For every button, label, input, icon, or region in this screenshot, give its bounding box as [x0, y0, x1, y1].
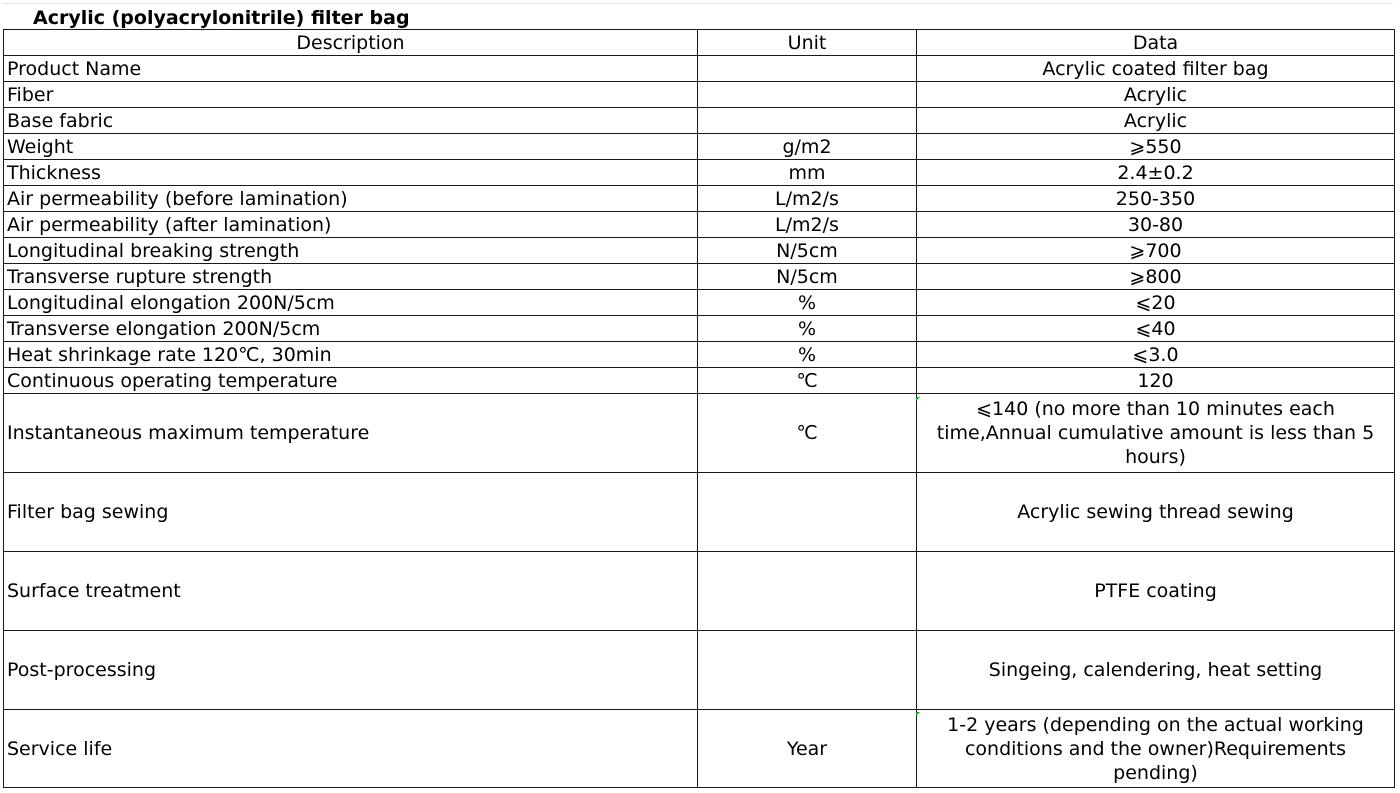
table-row — [4, 108, 1395, 134]
table-row — [4, 212, 1395, 238]
table-row — [4, 186, 1395, 212]
row-unit[interactable] — [698, 56, 917, 82]
row-description[interactable]: Filter bag sewing — [4, 473, 698, 552]
row-data[interactable]: Acrylic — [917, 82, 1395, 108]
row-data[interactable]: ⩾700 — [917, 238, 1395, 264]
row-unit[interactable] — [698, 631, 917, 710]
row-data[interactable]: Acrylic — [917, 108, 1395, 134]
row-description[interactable]: Longitudinal breaking strength — [4, 238, 698, 264]
row-unit[interactable]: L/m2/s — [698, 212, 917, 238]
row-description[interactable]: Transverse rupture strength — [4, 264, 698, 290]
row-unit[interactable]: ℃ — [698, 394, 917, 473]
table-row — [4, 710, 1395, 788]
row-description[interactable]: Fiber — [4, 82, 698, 108]
table-row — [4, 264, 1395, 290]
row-unit[interactable]: N/5cm — [698, 264, 917, 290]
row-description[interactable]: Weight — [4, 134, 698, 160]
table-row — [4, 342, 1395, 368]
row-unit[interactable]: ℃ — [698, 368, 917, 394]
row-data[interactable]: ⩽40 — [917, 316, 1395, 342]
row-description[interactable]: Base fabric — [4, 108, 698, 134]
row-data[interactable]: PTFE coating — [917, 552, 1395, 631]
row-description[interactable]: Air permeability (after lamination) — [4, 212, 698, 238]
row-unit[interactable]: Year — [698, 710, 917, 788]
row-data[interactable]: ⩾550 — [917, 134, 1395, 160]
header-row — [4, 30, 1395, 56]
row-unit[interactable] — [698, 473, 917, 552]
row-description[interactable]: Continuous operating temperature — [4, 368, 698, 394]
row-data[interactable]: 2.4±0.2 — [917, 160, 1395, 186]
row-unit[interactable]: % — [698, 316, 917, 342]
title-row — [3, 3, 1393, 29]
spec-table — [3, 29, 1395, 788]
row-data[interactable]: ⩽20 — [917, 290, 1395, 316]
table-row — [4, 394, 1395, 473]
row-data[interactable]: ⩾800 — [917, 264, 1395, 290]
row-unit[interactable]: % — [698, 290, 917, 316]
table-row — [4, 631, 1395, 710]
cell-marker — [916, 397, 920, 401]
cell-marker — [916, 712, 920, 716]
row-description[interactable]: Longitudinal elongation 200N/5cm — [4, 290, 698, 316]
row-unit[interactable] — [698, 82, 917, 108]
row-unit[interactable] — [698, 108, 917, 134]
row-unit[interactable]: g/m2 — [698, 134, 917, 160]
row-data[interactable]: 250-350 — [917, 186, 1395, 212]
row-data[interactable]: Acrylic sewing thread sewing — [917, 473, 1395, 552]
row-unit[interactable]: % — [698, 342, 917, 368]
table-row — [4, 290, 1395, 316]
row-description[interactable]: Heat shrinkage rate 120℃, 30min — [4, 342, 698, 368]
table-row — [4, 316, 1395, 342]
row-data[interactable]: ⩽3.0 — [917, 342, 1395, 368]
row-data[interactable]: Singeing, calendering, heat setting — [917, 631, 1395, 710]
row-data[interactable]: 30-80 — [917, 212, 1395, 238]
document-title: Acrylic (polyacrylonitrile) filter bag — [33, 7, 410, 29]
row-data[interactable]: 120 — [917, 368, 1395, 394]
table-row — [4, 238, 1395, 264]
row-unit[interactable]: N/5cm — [698, 238, 917, 264]
row-unit[interactable] — [698, 552, 917, 631]
header-unit[interactable]: Unit — [698, 30, 917, 56]
row-description[interactable]: Thickness — [4, 160, 698, 186]
row-description[interactable]: Post-processing — [4, 631, 698, 710]
table-row — [4, 134, 1395, 160]
header-description[interactable]: Description — [4, 30, 698, 56]
row-data[interactable]: 1-2 years (depending on the actual working conditions and the owner)Requirements pending) — [917, 710, 1395, 788]
row-description[interactable]: Transverse elongation 200N/5cm — [4, 316, 698, 342]
row-data[interactable]: ⩽140 (no more than 10 minutes each time,Annual cumulative amount is less than 5 hours) — [917, 394, 1395, 473]
table-row — [4, 473, 1395, 552]
row-unit[interactable]: mm — [698, 160, 917, 186]
row-description[interactable]: Service life — [4, 710, 698, 788]
table-row — [4, 368, 1395, 394]
table-row — [4, 160, 1395, 186]
table-row — [4, 82, 1395, 108]
row-description[interactable]: Product Name — [4, 56, 698, 82]
row-description[interactable]: Air permeability (before lamination) — [4, 186, 698, 212]
row-description[interactable]: Surface treatment — [4, 552, 698, 631]
row-unit[interactable]: L/m2/s — [698, 186, 917, 212]
header-data[interactable]: Data — [917, 30, 1395, 56]
table-row — [4, 552, 1395, 631]
table-row — [4, 56, 1395, 82]
row-description[interactable]: Instantaneous maximum temperature — [4, 394, 698, 473]
row-data[interactable]: Acrylic coated filter bag — [917, 56, 1395, 82]
